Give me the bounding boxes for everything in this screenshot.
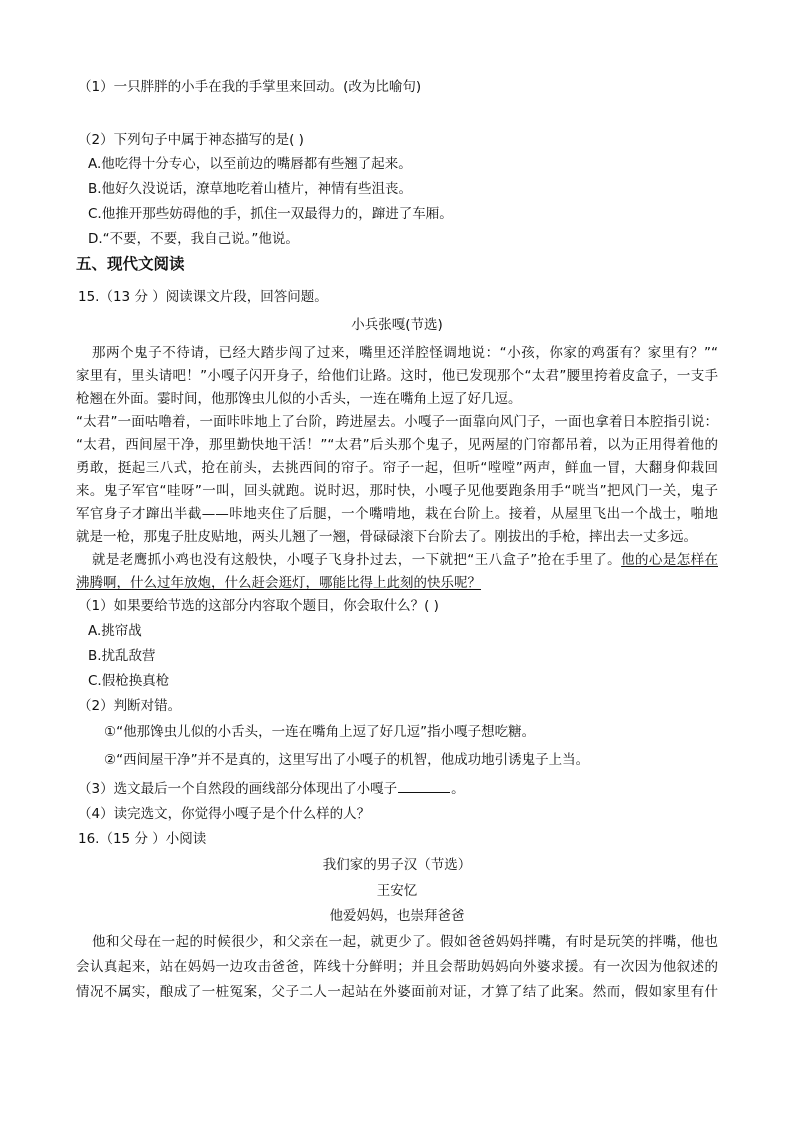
q16-header: 16.（15 分 ）小阅读	[78, 831, 207, 847]
q15-sub1-option-c: C.假枪换真枪	[88, 673, 170, 689]
q15-p3-line2-underlined: 沸腾啊，什么过年放炮，什么赶会逛灯，哪能比得上此刻的快乐呢？	[76, 575, 481, 591]
q14-item1: （1）一只胖胖的小手在我的手掌里来回动。(改为比喻句)	[78, 79, 422, 95]
q14-option-d: D.“不要，不要，我自己说。”他说。	[88, 231, 299, 247]
q15-sub3-text: （3）选文最后一个自然段的画线部分体现出了小嘎子	[78, 781, 398, 797]
q16-p1-line3: 情况不属实，酿成了一桩冤案，父子二人一起站在外婆面前对证，才算了结了此案。然而，假如家里有什	[76, 984, 718, 1000]
section-heading: 五、现代文阅读	[76, 255, 185, 273]
q15-p3-underlined-start: 他的心是怎样在	[621, 552, 718, 568]
q15-p2-line6: 就是一枪，那鬼子肚皮贴地，两头儿翘了一翘，骨碌碌滚下台阶去了。刚拔出的手枪，摔出去一丈多远。	[76, 529, 697, 545]
q16-p1-line2: 会认真起来，站在妈妈一边攻击爸爸，阵线十分鲜明；并且会帮助妈妈向外婆求援。有一次因为他叙述的	[76, 959, 718, 975]
q15-sub1: （1）如果要给节选的这部分内容取个题目，你会取什么？( )	[78, 598, 439, 614]
q15-sub2-item1: ①“他那馋虫儿似的小舌头，一连在嘴角上逗了好几逗”指小嘎子想吃糖。	[104, 724, 536, 740]
q15-header: 15.（13 分 ）阅读课文片段，回答问题。	[78, 289, 328, 305]
q16-author: 王安忆	[376, 883, 418, 899]
q16-p1-line1: 他和父母在一起的时候很少，和父亲在一起，就更少了。假如爸爸妈妈拌嘴，有时是玩笑的拌嘴，他也	[92, 934, 718, 950]
q15-p3-line1	[92, 551, 718, 569]
q16-subtitle: 他爱妈妈，也崇拜爸爸	[329, 908, 465, 924]
q15-sub3-end: 。	[451, 781, 465, 797]
q14-option-c: C.他推开那些妨碍他的手，抓住一双最得力的，蹿进了车厢。	[88, 206, 453, 222]
q16-passage-title: 我们家的男子汉（节选）	[322, 857, 472, 873]
q15-sub1-option-a: A.挑帘战	[88, 623, 142, 639]
q15-sub2-item2: ②“西间屋干净”并不是真的，这里写出了小嘎子的机智，他成功地引诱鬼子上当。	[104, 752, 590, 768]
q15-p2-line2: “太君，西间屋干净，那里勤快地干活！”“太君”后头那个鬼子，见两屋的门帘都吊着，以为正用得着他的	[76, 437, 718, 453]
answer-blank[interactable]	[398, 780, 450, 793]
q15-p1-line1: 那两个鬼子不待请，已经大踏步闯了过来，嘴里还洋腔怪调地说：“小孩，你家的鸡蛋有？家里有？”“	[92, 345, 718, 361]
q15-p2-line3: 勇敢，挺起三八式，抢在前头，去挑西间的帘子。帘子一起，但听“嘡嘡”两声，鲜血一冒，大翻身仰栽回	[76, 460, 718, 476]
q14-item2: （2）下列句子中属于神态描写的是( )	[78, 132, 304, 148]
q14-option-b: B.他好久没说话，潦草地吃着山楂片，神情有些沮丧。	[88, 181, 413, 197]
q15-p1-line2: 家里有，里头请吧！”小嘎子闪开身子，给他们让路。这时，他已发现那个“太君”腰里挎着皮盒子，一支手	[76, 368, 718, 384]
q15-p3-line1-plain: 就是老鹰抓小鸡也没有这般快，小嘎子飞身扑过去，一下就把“王八盒子”抢在手里了。	[92, 552, 622, 568]
q15-p2-line1: “太君”一面咕噜着，一面咔咔地上了台阶，跨进屋去。小嘎子一面靠向风门子，一面也拿着日本腔指引说：	[76, 414, 718, 430]
q15-sub4: （4）读完选文，你觉得小嘎子是个什么样的人？	[78, 806, 371, 822]
q15-p2-line5: 军官身子才蹿出半截——咔地夹住了后腿，一个嘴啃地，栽在台阶上。接着，从屋里飞出一个战士，啪地	[76, 506, 718, 522]
q15-sub3	[78, 780, 465, 798]
q15-passage-title: 小兵张嘎(节选)	[351, 317, 443, 333]
q15-p1-line3: 枪翘在外面。霎时间，他那馋虫儿似的小舌头，一连在嘴角上逗了好几逗。	[76, 391, 522, 407]
q15-sub2: （2）判断对错。	[78, 698, 182, 714]
q15-p2-line4: 来。鬼子军官“哇呀”一叫，回头就跑。说时迟，那时快，小嘎子见他要跑条用手“咣当”把风门一关，鬼子	[76, 483, 718, 499]
q14-option-a: A.他吃得十分专心，以至前边的嘴唇都有些翘了起来。	[88, 156, 412, 172]
q15-sub1-option-b: B.扰乱敌营	[88, 648, 156, 664]
